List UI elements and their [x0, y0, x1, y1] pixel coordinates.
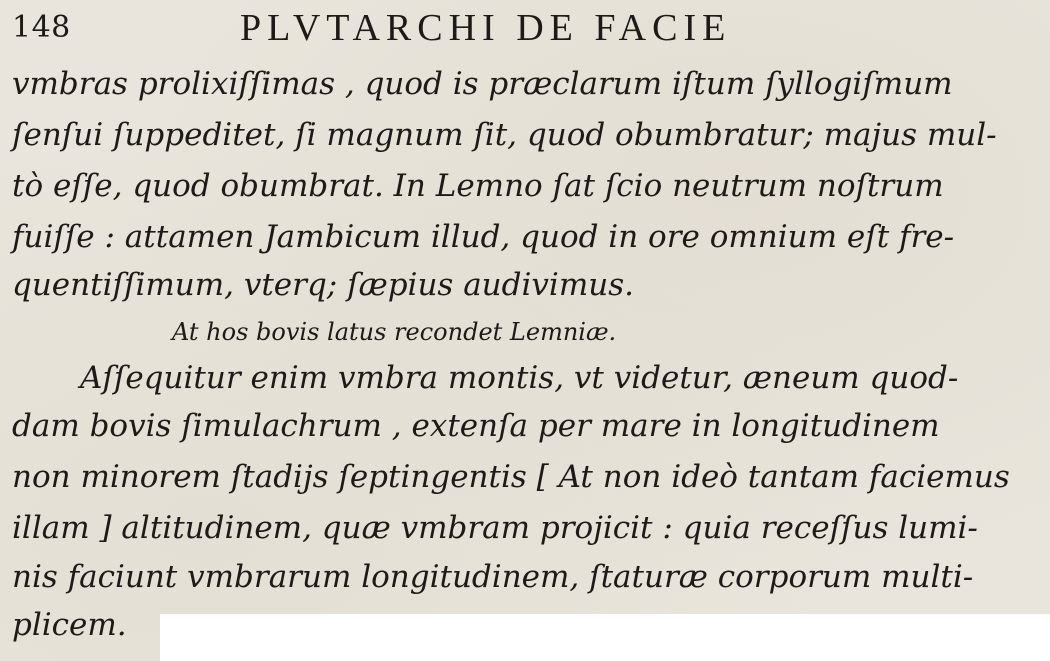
running-head: PLVTARCHI DE FACIE	[240, 7, 732, 49]
page-number: 148	[12, 10, 71, 45]
verse-line: At hos bovis latus recondet Lemniæ.	[172, 318, 617, 346]
text-line-6: Aſſequitur enim vmbra montis, vt videtur, æneum quod-	[80, 360, 959, 396]
text-line-8: non minorem ſtadijs ſeptingentis [ At non ideò tantam faciemus	[12, 459, 1010, 495]
text-line-10: nis faciunt vmbrarum longitudinem, ſtaturæ corporum multi-	[12, 559, 974, 595]
text-line-11: plicem.	[12, 607, 127, 643]
text-line-7: dam bovis ſimulachrum , extenſa per mare in longitudinem	[12, 408, 940, 444]
text-line-3: tò eſſe, quod obumbrat. In Lemno ſat ſcio neutrum noſtrum	[12, 168, 944, 204]
page-cutout	[160, 614, 1050, 661]
text-line-4: fuiſſe : attamen Jambicum illud, quod in ore omnium eſt fre-	[12, 219, 955, 255]
text-line-9: illam ] altitudinem, quæ vmbram projicit : quia receſſus lumi-	[12, 510, 978, 546]
text-line-2: ſenſui ſuppeditet, ſi magnum ſit, quod obumbratur; majus mul-	[12, 117, 997, 153]
text-line-1: vmbras prolixiſſimas , quod is præclarum iſtum ſyllogiſmum	[12, 66, 953, 102]
text-line-5: quentiſſimum, vterq; ſæpius audivimus.	[12, 267, 634, 303]
